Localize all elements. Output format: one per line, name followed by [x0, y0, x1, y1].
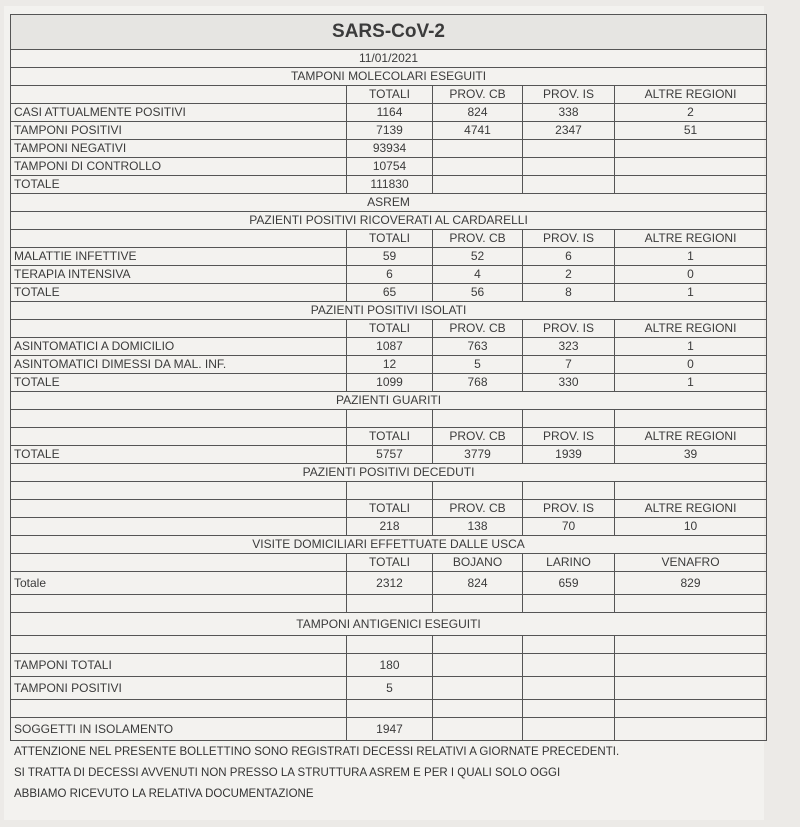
column-header: ALTRE REGIONI: [615, 320, 767, 338]
value-cell: 1164: [347, 104, 433, 122]
value-cell: [615, 158, 767, 176]
row-label: TAMPONI POSITIVI: [11, 677, 347, 700]
empty-cell: [523, 700, 615, 718]
empty-cell: [433, 718, 523, 741]
table-row: [11, 572, 767, 595]
column-header: ALTRE REGIONI: [615, 86, 767, 104]
value-cell: 659: [523, 572, 615, 595]
value-cell: 93934: [347, 140, 433, 158]
section-title: PAZIENTI GUARITI: [11, 392, 767, 410]
value-cell: 2347: [523, 122, 615, 140]
value-cell: 1: [615, 374, 767, 392]
empty-cell: [615, 595, 767, 613]
empty-cell: [433, 482, 523, 500]
value-cell: 218: [347, 518, 433, 536]
value-cell: 0: [615, 356, 767, 374]
column-header: TOTALI: [347, 86, 433, 104]
bulletin-table-wrap: [10, 14, 766, 741]
row-label: TOTALE: [11, 176, 347, 194]
empty-cell: [347, 595, 433, 613]
empty-cell: [11, 636, 347, 654]
value-cell: 2: [615, 104, 767, 122]
section-header-row: [11, 50, 767, 68]
value-cell: 111830: [347, 176, 433, 194]
section-title: ASREM: [11, 194, 767, 212]
table-row: [11, 176, 767, 194]
empty-cell: [11, 482, 347, 500]
value-cell: [523, 677, 615, 700]
value-cell: [523, 140, 615, 158]
table-row: [11, 284, 767, 302]
row-label: MALATTIE INFETTIVE: [11, 248, 347, 266]
value-cell: [433, 677, 523, 700]
value-cell: 6: [347, 266, 433, 284]
row-label: TAMPONI NEGATIVI: [11, 140, 347, 158]
column-header: PROV. IS: [523, 428, 615, 446]
value-cell: 5757: [347, 446, 433, 464]
row-label: TAMPONI DI CONTROLLO: [11, 158, 347, 176]
section-title: TAMPONI MOLECOLARI ESEGUITI: [11, 68, 767, 86]
value-cell: 1099: [347, 374, 433, 392]
row-label: TERAPIA INTENSIVA: [11, 266, 347, 284]
empty-cell: [615, 718, 767, 741]
section-header-row: [11, 302, 767, 320]
value-cell: 10: [615, 518, 767, 536]
value-cell: [433, 654, 523, 677]
table-row: [11, 158, 767, 176]
row-label: TAMPONI TOTALI: [11, 654, 347, 677]
column-header: PROV. IS: [523, 230, 615, 248]
table-row: [11, 677, 767, 700]
footnote-line: ABBIAMO RICEVUTO LA RELATIVA DOCUMENTAZIONE: [14, 788, 314, 800]
value-cell: 56: [433, 284, 523, 302]
column-header: PROV. IS: [523, 320, 615, 338]
blank-row: [11, 595, 767, 613]
section-title: VISITE DOMICILIARI EFFETTUATE DALLE USCA: [11, 536, 767, 554]
row-label: ASINTOMATICI DIMESSI DA MAL. INF.: [11, 356, 347, 374]
value-cell: 768: [433, 374, 523, 392]
value-cell: 52: [433, 248, 523, 266]
empty-cell: [523, 482, 615, 500]
value-cell: 824: [433, 104, 523, 122]
empty-cell: [615, 410, 767, 428]
empty-cell: [523, 410, 615, 428]
value-cell: 10754: [347, 158, 433, 176]
table-row: [11, 446, 767, 464]
blank-row: [11, 700, 767, 718]
footnote-line: SI TRATTA DI DECESSI AVVENUTI NON PRESSO LA STRUTTURA ASREM E PER I QUALI SOLO OGGI: [14, 767, 561, 779]
value-cell: 5: [433, 356, 523, 374]
empty-cell: [11, 230, 347, 248]
table-row: [11, 122, 767, 140]
footnote-line: ATTENZIONE NEL PRESENTE BOLLETTINO SONO REGISTRATI DECESSI RELATIVI A GIORNATE PRECEDENTI.: [14, 746, 620, 758]
row-label: Totale: [11, 572, 347, 595]
table-row: [11, 266, 767, 284]
column-header: ALTRE REGIONI: [615, 428, 767, 446]
empty-cell: [11, 554, 347, 572]
empty-cell: [11, 500, 347, 518]
section-title: PAZIENTI POSITIVI DECEDUTI: [11, 464, 767, 482]
table-row: [11, 654, 767, 677]
value-cell: 8: [523, 284, 615, 302]
value-cell: 59: [347, 248, 433, 266]
value-cell: 824: [433, 572, 523, 595]
column-header: TOTALI: [347, 500, 433, 518]
value-cell: 338: [523, 104, 615, 122]
value-cell: 330: [523, 374, 615, 392]
section-title: PAZIENTI POSITIVI RICOVERATI AL CARDARELLI: [11, 212, 767, 230]
section-header-row: [11, 15, 767, 50]
blank-row: [11, 410, 767, 428]
bulletin-sheet: [4, 6, 764, 820]
empty-cell: [347, 482, 433, 500]
column-header: PROV. CB: [433, 428, 523, 446]
column-header: VENAFRO: [615, 554, 767, 572]
page-title: SARS-CoV-2: [11, 15, 767, 50]
column-header-row: [11, 428, 767, 446]
column-header: TOTALI: [347, 554, 433, 572]
column-header: PROV. CB: [433, 230, 523, 248]
value-cell: 0: [615, 266, 767, 284]
value-cell: 2: [523, 266, 615, 284]
row-label: ASINTOMATICI A DOMICILIO: [11, 338, 347, 356]
table-row: [11, 356, 767, 374]
value-cell: 7: [523, 356, 615, 374]
empty-cell: [615, 482, 767, 500]
column-header: PROV. IS: [523, 500, 615, 518]
value-cell: [615, 677, 767, 700]
empty-cell: [523, 595, 615, 613]
section-title: TAMPONI ANTIGENICI ESEGUITI: [11, 613, 767, 636]
column-header-row: [11, 554, 767, 572]
column-header: TOTALI: [347, 320, 433, 338]
value-cell: [615, 654, 767, 677]
column-header: PROV. CB: [433, 320, 523, 338]
section-header-row: [11, 464, 767, 482]
column-header-row: [11, 230, 767, 248]
value-cell: [523, 158, 615, 176]
value-cell: 3779: [433, 446, 523, 464]
section-header-row: [11, 613, 767, 636]
value-cell: 1087: [347, 338, 433, 356]
column-header-row: [11, 86, 767, 104]
empty-cell: [615, 636, 767, 654]
value-cell: 180: [347, 654, 433, 677]
column-header: LARINO: [523, 554, 615, 572]
empty-cell: [11, 595, 347, 613]
value-cell: 4741: [433, 122, 523, 140]
value-cell: 138: [433, 518, 523, 536]
column-header-row: [11, 500, 767, 518]
value-cell: 6: [523, 248, 615, 266]
empty-cell: [433, 410, 523, 428]
empty-cell: [347, 700, 433, 718]
empty-cell: [347, 636, 433, 654]
value-cell: [615, 140, 767, 158]
value-cell: 70: [523, 518, 615, 536]
section-title: PAZIENTI POSITIVI ISOLATI: [11, 302, 767, 320]
empty-cell: [433, 595, 523, 613]
row-label: TOTALE: [11, 284, 347, 302]
column-header: BOJANO: [433, 554, 523, 572]
value-cell: 1939: [523, 446, 615, 464]
blank-row: [11, 636, 767, 654]
empty-cell: [433, 636, 523, 654]
value-cell: 5: [347, 677, 433, 700]
table-row: [11, 518, 767, 536]
column-header: ALTRE REGIONI: [615, 500, 767, 518]
empty-cell: [615, 700, 767, 718]
empty-cell: [347, 410, 433, 428]
empty-cell: [11, 86, 347, 104]
bulletin-table-body: [11, 15, 767, 741]
column-header-row: [11, 320, 767, 338]
table-row: [11, 374, 767, 392]
footnote: [14, 742, 774, 805]
empty-cell: [11, 410, 347, 428]
value-cell: 323: [523, 338, 615, 356]
table-row: [11, 248, 767, 266]
value-cell: [433, 176, 523, 194]
column-header: PROV. CB: [433, 86, 523, 104]
column-header: PROV. CB: [433, 500, 523, 518]
section-header-row: [11, 392, 767, 410]
table-row: [11, 104, 767, 122]
value-cell: 51: [615, 122, 767, 140]
value-cell: 4: [433, 266, 523, 284]
bulletin-table: [10, 14, 767, 741]
bulletin-date: 11/01/2021: [11, 50, 767, 68]
empty-cell: [523, 636, 615, 654]
value-cell: [615, 176, 767, 194]
empty-cell: [11, 428, 347, 446]
section-header-row: [11, 194, 767, 212]
row-label: TOTALE: [11, 374, 347, 392]
blank-row: [11, 482, 767, 500]
value-cell: 7139: [347, 122, 433, 140]
row-label: SOGGETTI IN ISOLAMENTO: [11, 718, 347, 741]
value-cell: 763: [433, 338, 523, 356]
section-header-row: [11, 212, 767, 230]
value-cell: 829: [615, 572, 767, 595]
value-cell: [433, 158, 523, 176]
value-cell: 65: [347, 284, 433, 302]
empty-cell: [11, 320, 347, 338]
value-cell: 1947: [347, 718, 433, 741]
column-header: ALTRE REGIONI: [615, 230, 767, 248]
column-header: TOTALI: [347, 428, 433, 446]
value-cell: [523, 654, 615, 677]
table-row: [11, 718, 767, 741]
section-header-row: [11, 68, 767, 86]
table-row: [11, 338, 767, 356]
column-header: PROV. IS: [523, 86, 615, 104]
empty-cell: [433, 700, 523, 718]
empty-cell: [11, 700, 347, 718]
section-header-row: [11, 536, 767, 554]
value-cell: 2312: [347, 572, 433, 595]
value-cell: 1: [615, 248, 767, 266]
row-label: CASI ATTUALMENTE POSITIVI: [11, 104, 347, 122]
value-cell: [433, 140, 523, 158]
row-label: TOTALE: [11, 446, 347, 464]
value-cell: 39: [615, 446, 767, 464]
value-cell: 12: [347, 356, 433, 374]
value-cell: 1: [615, 338, 767, 356]
value-cell: [523, 176, 615, 194]
row-label: [11, 518, 347, 536]
value-cell: 1: [615, 284, 767, 302]
row-label: TAMPONI POSITIVI: [11, 122, 347, 140]
column-header: TOTALI: [347, 230, 433, 248]
table-row: [11, 140, 767, 158]
empty-cell: [523, 718, 615, 741]
